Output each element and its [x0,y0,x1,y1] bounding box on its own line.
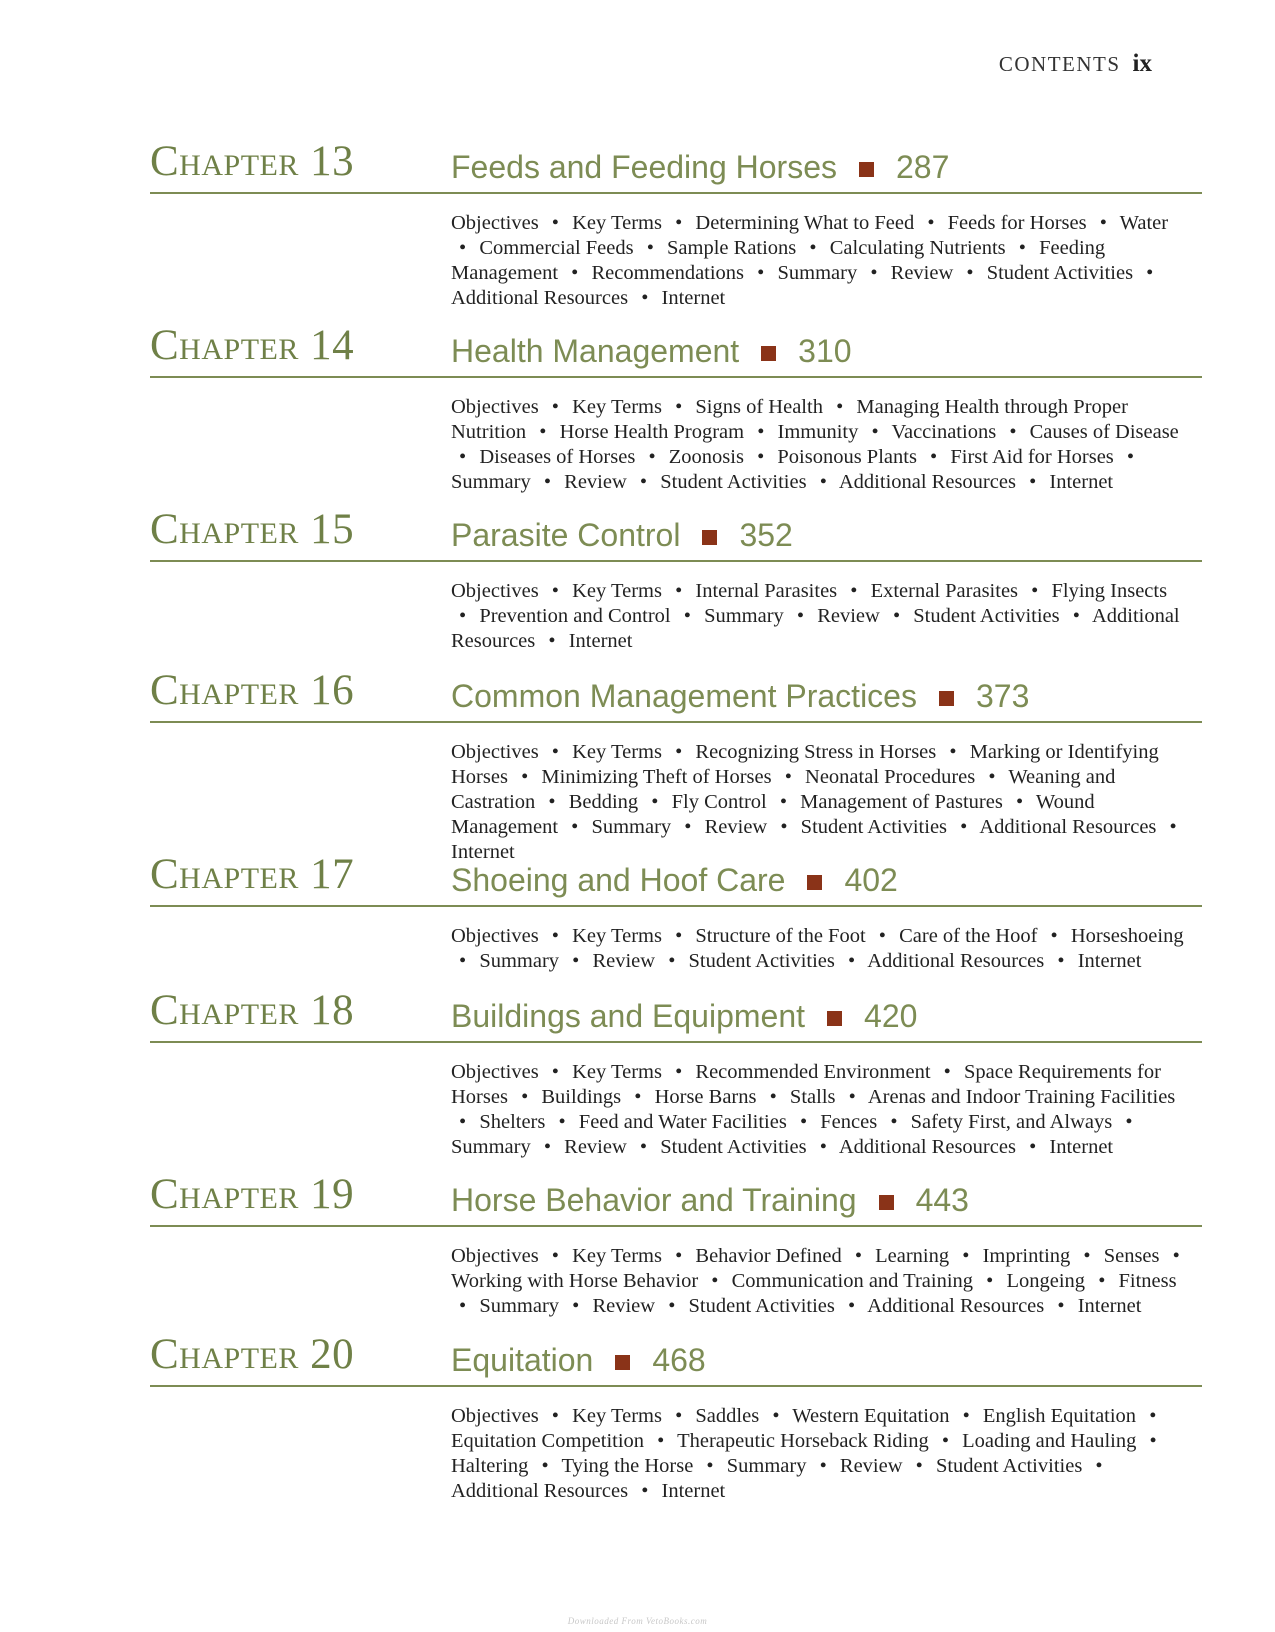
bullet-separator: • [819,1455,827,1477]
topic-item: Weaning and Castration [451,766,1116,813]
topic-item: Care of the Hoof [899,925,1038,947]
chapter-label: Chapter 17 [150,851,355,898]
bullet-separator: • [648,446,656,468]
bullet-separator: • [711,1270,719,1292]
bullet-separator: • [892,605,901,627]
bullet-separator: • [683,605,691,627]
bullet-separator: • [543,471,552,493]
topic-item: Additional Resources [838,1136,1016,1158]
topic-item: Bedding [568,791,639,813]
chapter-title-line [451,1342,706,1379]
topic-item: Horse Health Program [559,421,745,443]
chapter-title-line [451,149,949,186]
topic-item: Internet [1049,1136,1114,1158]
running-header [999,50,1152,78]
chapter-topics [451,740,1191,865]
bullet-separator: • [772,1405,780,1427]
chapter-title-line [451,678,1029,715]
topic-item: Wound Management [451,791,1095,838]
topic-item: Internal Parasites [695,580,838,602]
topic-item: Review [564,471,627,493]
chapter-title-line [451,517,793,554]
topic-item: Additional Resources [867,950,1045,972]
topic-item: Summary [777,262,858,284]
topic-item: Summary [479,950,560,972]
topic-item: Neonatal Procedures [805,766,976,788]
topic-item: Determining What to Feed [695,212,915,234]
topic-item: Objectives [451,1405,539,1427]
bullet-separator: • [757,421,765,443]
topic-item: Additional Resources [451,605,1180,652]
bullet-separator: • [819,471,827,493]
chapter-page-number: 420 [864,998,918,1034]
bullet-separator: • [657,1430,665,1452]
topic-item: Safety First, and Always [910,1111,1113,1133]
bullet-separator: • [1015,791,1024,813]
topic-item: Review [817,605,880,627]
topic-item: Recognizing Stress in Horses [695,741,937,763]
topic-item: Behavior Defined [695,1245,842,1267]
chapter-label: Chapter 15 [150,506,355,553]
bullet-separator: • [966,262,974,284]
square-bullet-icon [702,530,717,545]
chapter-page-number: 287 [896,149,950,185]
topic-item: Additional Resources [451,1480,629,1502]
topic-item: Feeds for Horses [947,212,1087,234]
topic-item: Stalls [789,1086,836,1108]
bullet-separator: • [634,1086,642,1108]
bullet-separator: • [1146,262,1154,284]
bullet-separator: • [986,1270,994,1292]
topic-item: Review [704,816,768,838]
topic-item: Communication and Training [731,1270,974,1292]
chapter-label: Chapter 14 [150,322,355,369]
bullet-separator: • [459,1111,467,1133]
topic-item: Objectives [451,1245,539,1267]
bullet-separator: • [927,212,935,234]
bullet-separator: • [675,1061,683,1083]
bullet-separator: • [675,1245,683,1267]
bullet-separator: • [1057,950,1065,972]
bullet-separator: • [949,741,957,763]
chapter-title: Common Management Practices [451,678,917,714]
bullet-separator: • [1057,1295,1065,1317]
watermark: Downloaded From VetoBooks.com [567,1616,708,1626]
bullet-separator: • [1125,1111,1133,1133]
topic-item: Internet [661,287,726,309]
page-number: ix [1132,50,1152,77]
bullet-separator: • [796,605,805,627]
bullet-separator: • [1050,925,1058,947]
topic-item: Arenas and Indoor Training Facilities [867,1086,1176,1108]
bullet-separator: • [757,262,765,284]
toc-entry [150,508,1202,654]
topic-item: Sample Rations [667,237,797,259]
bullet-separator: • [641,1480,649,1502]
topic-item: Summary [704,605,784,627]
topic-item: Flying Insects [1051,580,1168,602]
bullet-separator: • [459,950,467,972]
topic-item: Senses [1103,1245,1160,1267]
bullet-separator: • [675,925,683,947]
chapter-heading [150,508,1202,562]
topic-item: Internet [451,841,515,863]
topic-item: Recommended Environment [695,1061,931,1083]
chapter-label: Chapter 18 [150,987,355,1034]
topic-item: Review [592,1295,656,1317]
chapter-topics [451,924,1191,974]
topic-item: Fitness [1118,1270,1177,1292]
chapter-title: Health Management [451,333,740,369]
bullet-separator: • [675,580,683,602]
bullet-separator: • [459,1295,467,1317]
chapter-label: Chapter 16 [150,667,355,714]
topic-item: Working with Horse Behavior [451,1270,699,1292]
square-bullet-icon [615,1355,630,1370]
toc-entry [150,1333,1202,1504]
bullet-separator: • [854,1245,863,1267]
topic-item: Student Activities [660,471,807,493]
bullet-separator: • [639,471,648,493]
chapter-title: Feeds and Feeding Horses [451,149,837,185]
bullet-separator: • [799,1111,808,1133]
bullet-separator: • [1029,1136,1037,1158]
topic-item: Objectives [451,741,539,763]
bullet-separator: • [558,1111,566,1133]
chapter-heading [150,669,1202,723]
bullet-separator: • [675,212,683,234]
topic-item: Key Terms [572,1405,662,1427]
topic-item: Haltering [451,1455,529,1477]
toc-entry [150,324,1202,495]
topic-item: Key Terms [572,741,662,763]
topic-item: Review [839,1455,903,1477]
topic-item: Internet [1077,1295,1142,1317]
bullet-separator: • [1099,212,1107,234]
bullet-separator: • [848,1086,856,1108]
topic-item: Feed and Water Facilities [578,1111,787,1133]
bullet-separator: • [1018,237,1026,259]
bullet-separator: • [551,1405,559,1427]
bullet-separator: • [551,212,559,234]
bullet-separator: • [836,396,844,418]
topic-item: Student Activities [688,1295,835,1317]
bullet-separator: • [941,1430,950,1452]
chapter-heading [150,989,1202,1043]
bullet-separator: • [571,816,579,838]
bullet-separator: • [571,262,579,284]
topic-item: Causes of Disease [1029,421,1179,443]
topic-item: Student Activities [935,1455,1083,1477]
square-bullet-icon [827,1011,842,1026]
toc-entry [150,140,1202,311]
bullet-separator: • [1095,1455,1103,1477]
bullet-separator: • [521,1086,529,1108]
bullet-separator: • [548,791,556,813]
chapter-label: Chapter 19 [150,1171,355,1218]
topic-item: Learning [875,1245,950,1267]
bullet-separator: • [551,741,559,763]
chapter-title: Buildings and Equipment [451,998,806,1034]
chapter-heading [150,1173,1202,1227]
topic-item: Zoonosis [668,446,744,468]
bullet-separator: • [651,791,659,813]
bullet-separator: • [962,1245,970,1267]
topic-item: Key Terms [572,580,662,602]
bullet-separator: • [1172,1245,1180,1267]
square-bullet-icon [859,162,874,177]
chapter-title-line [451,862,898,899]
bullet-separator: • [1149,1430,1157,1452]
bullet-separator: • [878,925,886,947]
bullet-separator: • [459,605,467,627]
bullet-separator: • [890,1111,898,1133]
topic-item: Vaccinations [891,421,997,443]
bullet-separator: • [1029,471,1037,493]
topic-item: Objectives [451,580,539,602]
topic-item: Water [1119,212,1169,234]
bullet-separator: • [769,1086,777,1108]
topic-item: Internet [1049,471,1114,493]
topic-item: Objectives [451,212,539,234]
topic-item: Summary [451,1136,531,1158]
bullet-separator: • [809,237,817,259]
topic-item: Tying the Horse [561,1455,694,1477]
bullet-separator: • [548,630,556,652]
bullet-separator: • [960,816,968,838]
bullet-separator: • [757,446,765,468]
topic-item: Review [890,262,954,284]
bullet-separator: • [1169,816,1177,838]
chapter-label: Chapter 13 [150,138,355,185]
bullet-separator: • [784,766,792,788]
bullet-separator: • [543,1136,552,1158]
chapter-title: Horse Behavior and Training [451,1182,857,1218]
bullet-separator: • [459,446,467,468]
topic-item: Key Terms [572,925,662,947]
bullet-separator: • [459,237,467,259]
chapter-page-number: 443 [915,1182,969,1218]
bullet-separator: • [706,1455,714,1477]
topic-item: Commercial Feeds [479,237,634,259]
square-bullet-icon [939,691,954,706]
topic-item: Objectives [451,925,539,947]
topic-item: Loading and Hauling [962,1430,1137,1452]
topic-item: Horseshoeing [1070,925,1184,947]
bullet-separator: • [915,1455,923,1477]
topic-item: Horse Barns [654,1086,757,1108]
chapter-topics [451,1404,1191,1504]
bullet-separator: • [819,1136,827,1158]
bullet-separator: • [675,741,683,763]
bullet-separator: • [779,791,788,813]
bullet-separator: • [675,1405,683,1427]
topic-item: Additional Resources [979,816,1157,838]
bullet-separator: • [668,950,676,972]
topic-item: Fences [820,1111,878,1133]
bullet-separator: • [850,580,858,602]
chapter-title: Parasite Control [451,517,681,553]
chapter-label: Chapter 20 [150,1331,355,1378]
topic-item: Key Terms [572,396,662,418]
topic-item: Fly Control [671,791,767,813]
topic-item: Minimizing Theft of Horses [541,766,772,788]
topic-item: Buildings [541,1086,622,1108]
bullet-separator: • [930,446,938,468]
bullet-separator: • [780,816,788,838]
topic-item: Student Activities [800,816,948,838]
chapter-title: Equitation [451,1342,594,1378]
topic-item: Marking or Identifying Horses [451,741,1159,788]
topic-item: Objectives [451,396,539,418]
bullet-separator: • [572,1295,580,1317]
chapter-page-number: 402 [844,862,898,898]
topic-item: Summary [591,816,672,838]
topic-item: Key Terms [572,1061,662,1083]
toc-entry [150,989,1202,1160]
chapter-page-number: 352 [739,517,793,553]
topic-item: English Equitation [982,1405,1137,1427]
bullet-separator: • [870,262,878,284]
topic-item: Student Activities [688,950,835,972]
topic-item: Diseases of Horses [479,446,636,468]
topic-item: Summary [726,1455,807,1477]
topic-item: Shelters [479,1111,546,1133]
topic-item: Space Requirements for Horses [451,1061,1161,1108]
chapter-heading [150,1333,1202,1387]
topic-item: Structure of the Foot [695,925,866,947]
topic-item: Longeing [1006,1270,1086,1292]
topic-item: First Aid for Horses [950,446,1114,468]
topic-item: Student Activities [913,605,1060,627]
chapter-title-line [451,998,917,1035]
bullet-separator: • [541,1455,549,1477]
bullet-separator: • [551,580,559,602]
topic-item: Management of Pastures [800,791,1003,813]
topic-item: External Parasites [870,580,1019,602]
topic-item: Student Activities [986,262,1134,284]
topic-item: Poisonous Plants [777,446,917,468]
topic-item: Prevention and Control [479,605,671,627]
running-header-label: CONTENTS [998,52,1121,76]
square-bullet-icon [807,875,822,890]
toc-entry [150,1173,1202,1319]
chapter-heading [150,853,1202,907]
topic-item: Feeding Management [451,237,1106,284]
topic-item: Objectives [451,1061,539,1083]
topic-item: Saddles [695,1405,760,1427]
bullet-separator: • [572,950,580,972]
bullet-separator: • [551,925,559,947]
bullet-separator: • [1098,1270,1106,1292]
square-bullet-icon [761,346,776,361]
bullet-separator: • [1149,1405,1157,1427]
topic-item: Equitation Competition [451,1430,645,1452]
bullet-separator: • [641,287,649,309]
bullet-separator: • [871,421,879,443]
topic-item: Imprinting [982,1245,1071,1267]
topic-item: Western Equitation [792,1405,950,1427]
topic-item: Additional Resources [838,471,1016,493]
chapter-page-number: 310 [798,333,852,369]
toc-entry [150,669,1202,865]
bullet-separator: • [684,816,692,838]
bullet-separator: • [1126,446,1135,468]
toc-entry [150,853,1202,974]
chapter-heading [150,140,1202,194]
topic-item: Internet [568,630,633,652]
topic-item: Calculating Nutrients [829,237,1006,259]
chapter-page-number: 468 [652,1342,706,1378]
bullet-separator: • [943,1061,951,1083]
topic-item: Review [592,950,656,972]
topic-item: Summary [451,471,531,493]
bullet-separator: • [1031,580,1039,602]
topic-item: Additional Resources [451,287,629,309]
square-bullet-icon [879,1195,894,1210]
bullet-separator: • [668,1295,676,1317]
bullet-separator: • [646,237,654,259]
topic-item: Additional Resources [867,1295,1045,1317]
chapter-topics [451,395,1191,495]
topic-item: Immunity [777,421,859,443]
topic-item: Therapeutic Horseback Riding [677,1430,929,1452]
bullet-separator: • [551,1061,559,1083]
topic-item: Key Terms [572,1245,662,1267]
bullet-separator: • [551,396,559,418]
chapter-topics [451,579,1191,654]
bullet-separator: • [639,1136,648,1158]
topic-item: Summary [479,1295,560,1317]
bullet-separator: • [521,766,529,788]
topic-item: Student Activities [660,1136,807,1158]
chapter-title: Shoeing and Hoof Care [451,862,786,898]
chapter-topics [451,1060,1191,1160]
chapter-title-line [451,1182,969,1219]
bullet-separator: • [539,421,547,443]
bullet-separator: • [551,1245,559,1267]
bullet-separator: • [1072,605,1080,627]
bullet-separator: • [848,950,856,972]
bullet-separator: • [1009,421,1017,443]
bullet-separator: • [988,766,996,788]
bullet-separator: • [962,1405,970,1427]
bullet-separator: • [848,1295,856,1317]
chapter-title-line [451,333,852,370]
topic-item: Key Terms [572,212,662,234]
bullet-separator: • [1083,1245,1091,1267]
topic-item: Managing Health through Proper Nutrition [451,396,1128,443]
topic-item: Recommendations [591,262,745,284]
chapter-heading [150,324,1202,378]
chapter-topics [451,211,1191,311]
topic-item: Internet [1077,950,1142,972]
topic-item: Review [564,1136,627,1158]
topic-item: Signs of Health [695,396,823,418]
topic-item: Internet [661,1480,726,1502]
bullet-separator: • [675,396,683,418]
chapter-page-number: 373 [975,678,1030,714]
chapter-topics [451,1244,1191,1319]
